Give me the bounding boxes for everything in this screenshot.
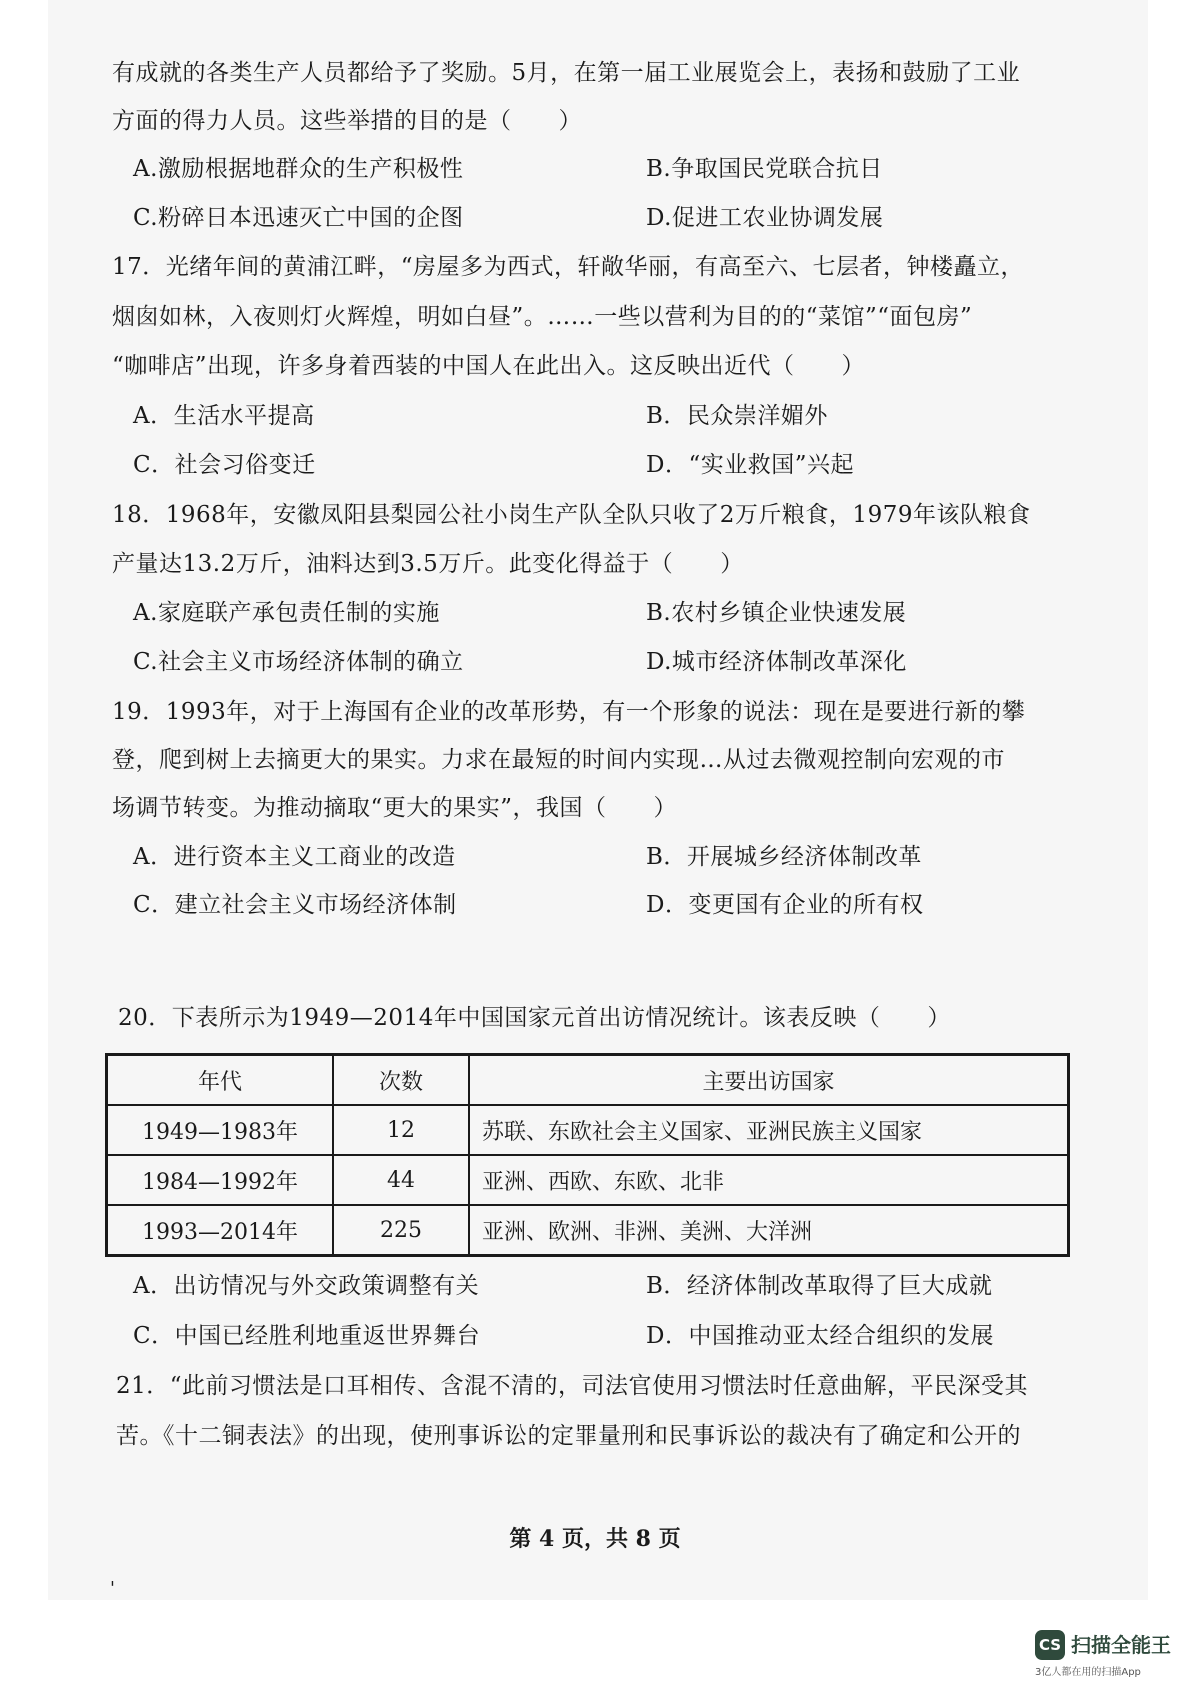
q18-stem-line-2: 产量达13.2万斤，油料达到3.5万斤。此变化得益于（ ） bbox=[112, 551, 744, 577]
table-cell-era: 1949—1983年 bbox=[107, 1105, 334, 1155]
q19-stem-line-2: 登，爬到树上去摘更大的果实。力求在最短的时间内实现…从过去微观控制向宏观的市 bbox=[112, 747, 1005, 773]
q18-option-a: A.家庭联产承包责任制的实施 bbox=[133, 600, 440, 626]
watermark-app-name: 扫描全能王 bbox=[1071, 1633, 1171, 1657]
q16-stem-line-1: 有成就的各类生产人员都给予了奖励。5月，在第一届工业展览会上，表扬和鼓励了工业 bbox=[112, 60, 1021, 86]
q19-stem-line-1: 19．1993年，对于上海国有企业的改革形势，有一个形象的说法：现在是要进行新的攀 bbox=[112, 699, 1026, 725]
q18-stem-line-1: 18．1968年，安徽凤阳县梨园公社小岗生产队全队只收了2万斤粮食，1979年该队粮食 bbox=[112, 502, 1031, 528]
q17-stem-line-3: “咖啡店”出现，许多身着西装的中国人在此出入。这反映出近代（ ） bbox=[112, 353, 866, 379]
table-header-row bbox=[107, 1055, 1069, 1106]
visits-table bbox=[105, 1053, 1070, 1257]
q18-option-c: C.社会主义市场经济体制的确立 bbox=[133, 649, 464, 675]
q16-stem-line-2: 方面的得力人员。这些举措的目的是（ ） bbox=[112, 108, 582, 134]
q17-option-d: D．“实业救国”兴起 bbox=[646, 452, 854, 478]
q17-option-b: B．民众崇洋媚外 bbox=[646, 403, 828, 429]
table-header-countries: 主要出访国家 bbox=[469, 1055, 1069, 1106]
q21-stem-line-1: 21．“此前习惯法是口耳相传、含混不清的，司法官使用习惯法时任意曲解，平民深受其 bbox=[116, 1373, 1029, 1399]
table-cell-count: 12 bbox=[333, 1105, 469, 1155]
page-number: 第 4 页，共 8 页 bbox=[509, 1526, 681, 1552]
q17-stem-line-1: 17．光绪年间的黄浦江畔，“房屋多为西式，轩敞华丽，有高至六、七层者，钟楼矗立， bbox=[112, 254, 1025, 280]
q16-option-a: A.激励根据地群众的生产积极性 bbox=[133, 156, 464, 182]
table-cell-countries: 苏联、东欧社会主义国家、亚洲民族主义国家 bbox=[469, 1105, 1069, 1155]
q20-option-d: D．中国推动亚太经合组织的发展 bbox=[646, 1323, 994, 1349]
q21-stem-line-2: 苦。《十二铜表法》的出现，使刑事诉讼的定罪量刑和民事诉讼的裁决有了确定和公开的 bbox=[116, 1423, 1021, 1449]
table-cell-countries: 亚洲、欧洲、非洲、美洲、大洋洲 bbox=[469, 1205, 1069, 1256]
q19-option-d: D．变更国有企业的所有权 bbox=[646, 892, 924, 918]
q20-option-c: C．中国已经胜利地重返世界舞台 bbox=[133, 1323, 481, 1349]
table-cell-era: 1984—1992年 bbox=[107, 1155, 334, 1205]
q17-option-a: A．生活水平提高 bbox=[133, 403, 315, 429]
table-row bbox=[107, 1105, 1069, 1155]
table-row bbox=[107, 1155, 1069, 1205]
q19-stem-line-3: 场调节转变。为推动摘取“更大的果实”，我国（ ） bbox=[112, 795, 678, 821]
q18-option-b: B.农村乡镇企业快速发展 bbox=[646, 600, 907, 626]
table-header-count: 次数 bbox=[333, 1055, 469, 1106]
q19-option-a: A．进行资本主义工商业的改造 bbox=[133, 844, 456, 870]
table-header-era: 年代 bbox=[107, 1055, 334, 1106]
scanner-watermark bbox=[1035, 1630, 1185, 1680]
q17-option-c: C．社会习俗变迁 bbox=[133, 452, 316, 478]
q20-option-a: A．出访情况与外交政策调整有关 bbox=[133, 1273, 480, 1299]
table-cell-count: 225 bbox=[333, 1205, 469, 1256]
q19-option-b: B．开展城乡经济体制改革 bbox=[646, 844, 922, 870]
table-row bbox=[107, 1205, 1069, 1256]
watermark-tagline: 3亿人都在用的扫描App bbox=[1035, 1667, 1141, 1678]
stray-mark: ' bbox=[110, 1578, 115, 1599]
q18-option-d: D.城市经济体制改革深化 bbox=[646, 649, 907, 675]
q19-option-c: C．建立社会主义市场经济体制 bbox=[133, 892, 457, 918]
q16-option-b: B.争取国民党联合抗日 bbox=[646, 156, 883, 182]
q16-option-c: C.粉碎日本迅速灭亡中国的企图 bbox=[133, 205, 464, 231]
table-cell-countries: 亚洲、西欧、东欧、北非 bbox=[469, 1155, 1069, 1205]
camscanner-logo-icon: CS bbox=[1035, 1630, 1065, 1660]
q17-stem-line-2: 烟囱如林，入夜则灯火辉煌，明如白昼”。……一些以营利为目的的“菜馆”“面包房” bbox=[112, 304, 973, 330]
q20-stem-line-1: 20．下表所示为1949—2014年中国国家元首出访情况统计。该表反映（ ） bbox=[118, 1005, 951, 1031]
q20-option-b: B．经济体制改革取得了巨大成就 bbox=[646, 1273, 993, 1299]
table-cell-era: 1993—2014年 bbox=[107, 1205, 334, 1256]
table-cell-count: 44 bbox=[333, 1155, 469, 1205]
q16-option-d: D.促进工农业协调发展 bbox=[646, 205, 884, 231]
